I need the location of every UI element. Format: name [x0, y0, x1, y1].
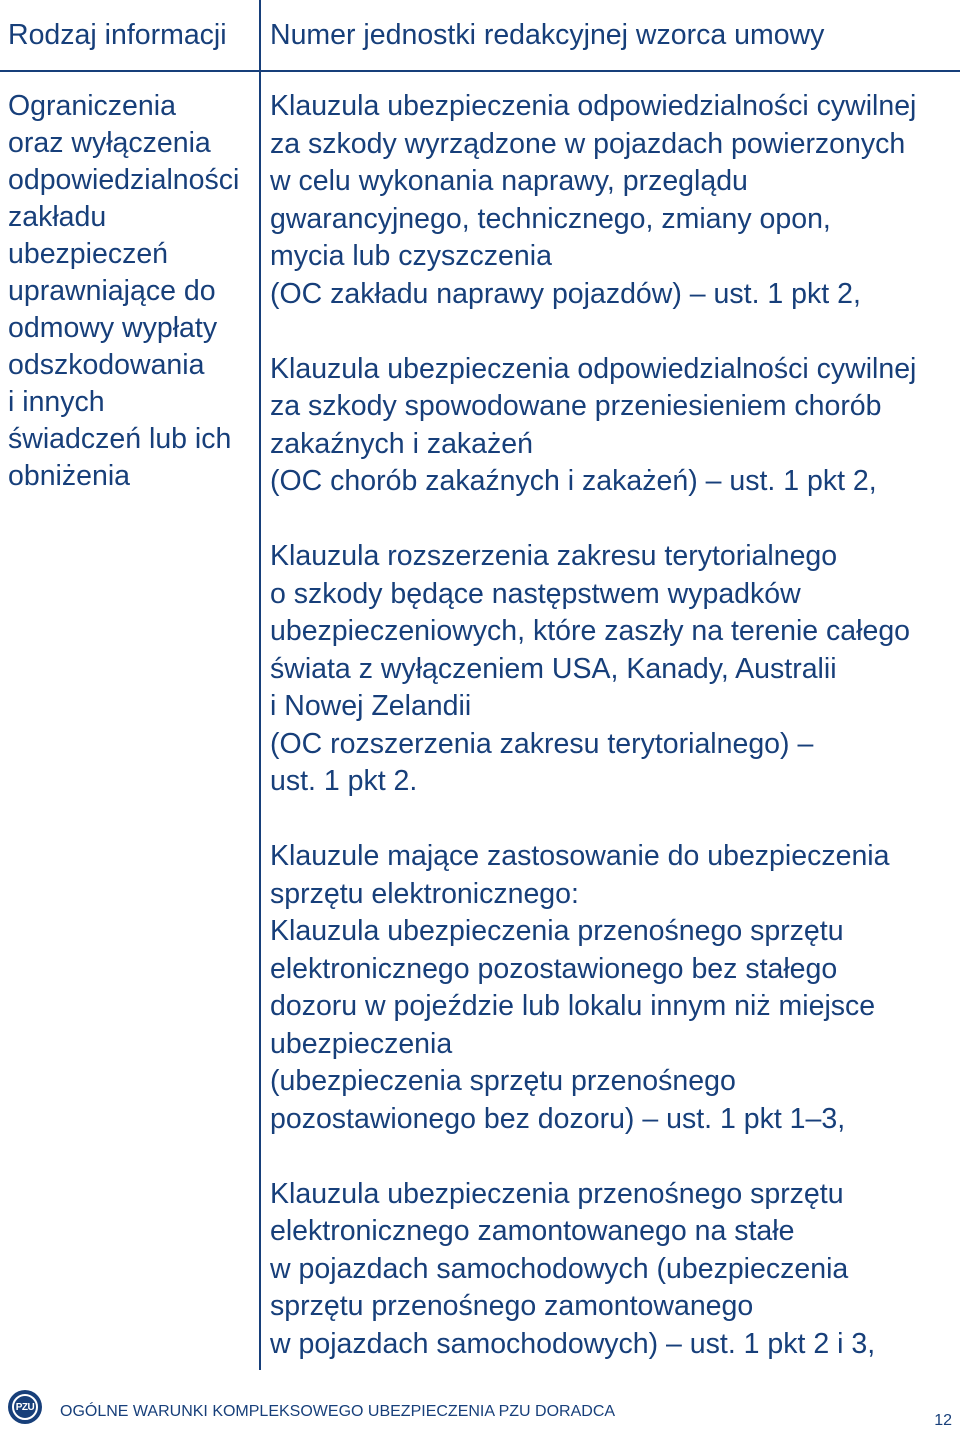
clause-portable-equipment-unattended [270, 838, 958, 1138]
pzu-logo-text: PZU [12, 1394, 38, 1420]
clause-line: w celu wykonania naprawy, przeglądu [270, 165, 748, 197]
clause-line: elektronicznego pozostawionego bez stałego [270, 952, 838, 985]
info-type-line: oraz wyłączenia [8, 127, 211, 159]
info-type-line: i innych [8, 386, 105, 418]
clause-oc-repair-shop [270, 88, 958, 313]
clause-line: Klauzula ubezpieczenia przenośnego sprzętu [270, 915, 844, 947]
info-type-line: odpowiedzialności [8, 164, 240, 196]
clause-territorial-extension [270, 538, 958, 801]
clause-line: świata z wyłączeniem USA, Kanady, Australii [270, 652, 837, 685]
page-number: 12 [934, 1412, 952, 1429]
clause-line: o szkody będące następstwem wypadków [270, 577, 801, 610]
clause-line: Klauzula ubezpieczenia przenośnego sprzętu [270, 1177, 844, 1210]
info-type-line: uprawniające do [8, 275, 216, 307]
clause-line: (ubezpieczenia sprzętu przenośnego [270, 1065, 736, 1097]
column-header-unit-number: Numer jednostki redakcyjnej wzorca umowy [270, 19, 825, 51]
clause-oc-infectious-diseases [270, 351, 958, 501]
clause-line: i Nowej Zelandii [270, 690, 472, 722]
info-type-line: Ograniczenia [8, 90, 176, 122]
column-divider [259, 0, 261, 1370]
clause-line: za szkody wyrządzone w pojazdach powierzonych [270, 127, 906, 160]
clause-line: w pojazdach samochodowych) – ust. 1 pkt 2 i 3, [270, 1327, 876, 1360]
clause-line: dozoru w pojeździe lub lokalu innym niż miejsce [270, 990, 876, 1022]
document-title: OGÓLNE WARUNKI KOMPLEKSOWEGO UBEZPIECZENIA PZU DORADCA [60, 1403, 616, 1420]
clause-line: ust. 1 pkt 2. [270, 765, 418, 797]
clause-line: (OC chorób zakaźnych i zakażeń) – ust. 1 pkt 2, [270, 465, 877, 497]
clause-line: w pojazdach samochodowych (ubezpieczenia [270, 1252, 849, 1285]
clause-line: mycia lub czyszczenia [270, 240, 552, 272]
info-type-cell [8, 88, 239, 495]
clause-line: Klauzula ubezpieczenia odpowiedzialności cywilnej [270, 352, 917, 385]
clause-portable-equipment-mounted [270, 1176, 958, 1364]
header-divider [0, 70, 960, 72]
clause-line: Klauzula ubezpieczenia odpowiedzialności cywilnej [270, 90, 917, 122]
unit-number-cell [270, 88, 958, 1363]
clause-line: (OC zakładu naprawy pojazdów) – ust. 1 pkt 2, [270, 277, 861, 310]
clause-line: Klauzule mające zastosowanie do ubezpieczenia [270, 840, 890, 872]
clause-line: ubezpieczeniowych, które zaszły na terenie całego [270, 615, 911, 647]
column-header-info-type: Rodzaj informacji [8, 19, 227, 51]
page-footer [0, 1384, 960, 1434]
clause-line: elektronicznego zamontowanego na stałe [270, 1215, 795, 1247]
clause-line: sprzętu elektronicznego: [270, 877, 579, 910]
clause-line: Klauzula rozszerzenia zakresu terytorialnego [270, 540, 838, 572]
clause-line: za szkody spowodowane przeniesieniem chorób [270, 390, 882, 422]
clause-line: gwarancyjnego, technicznego, zmiany opon, [270, 202, 831, 235]
info-type-line: świadczeń lub ich [8, 423, 232, 455]
clause-line: (OC rozszerzenia zakresu terytorialnego) – [270, 727, 814, 760]
pzu-logo-icon [8, 1390, 42, 1424]
info-type-line: zakładu [8, 201, 107, 233]
clause-line: zakaźnych i zakażeń [270, 427, 533, 460]
clause-line: pozostawionego bez dozoru) – ust. 1 pkt 1–3, [270, 1102, 846, 1135]
info-type-line: ubezpieczeń [8, 238, 169, 270]
clause-line: ubezpieczenia [270, 1027, 453, 1060]
info-type-line: odszkodowania [8, 349, 205, 381]
info-type-line: obniżenia [8, 460, 131, 492]
clause-line: sprzętu przenośnego zamontowanego [270, 1290, 754, 1322]
info-type-line: odmowy wypłaty [8, 312, 218, 344]
